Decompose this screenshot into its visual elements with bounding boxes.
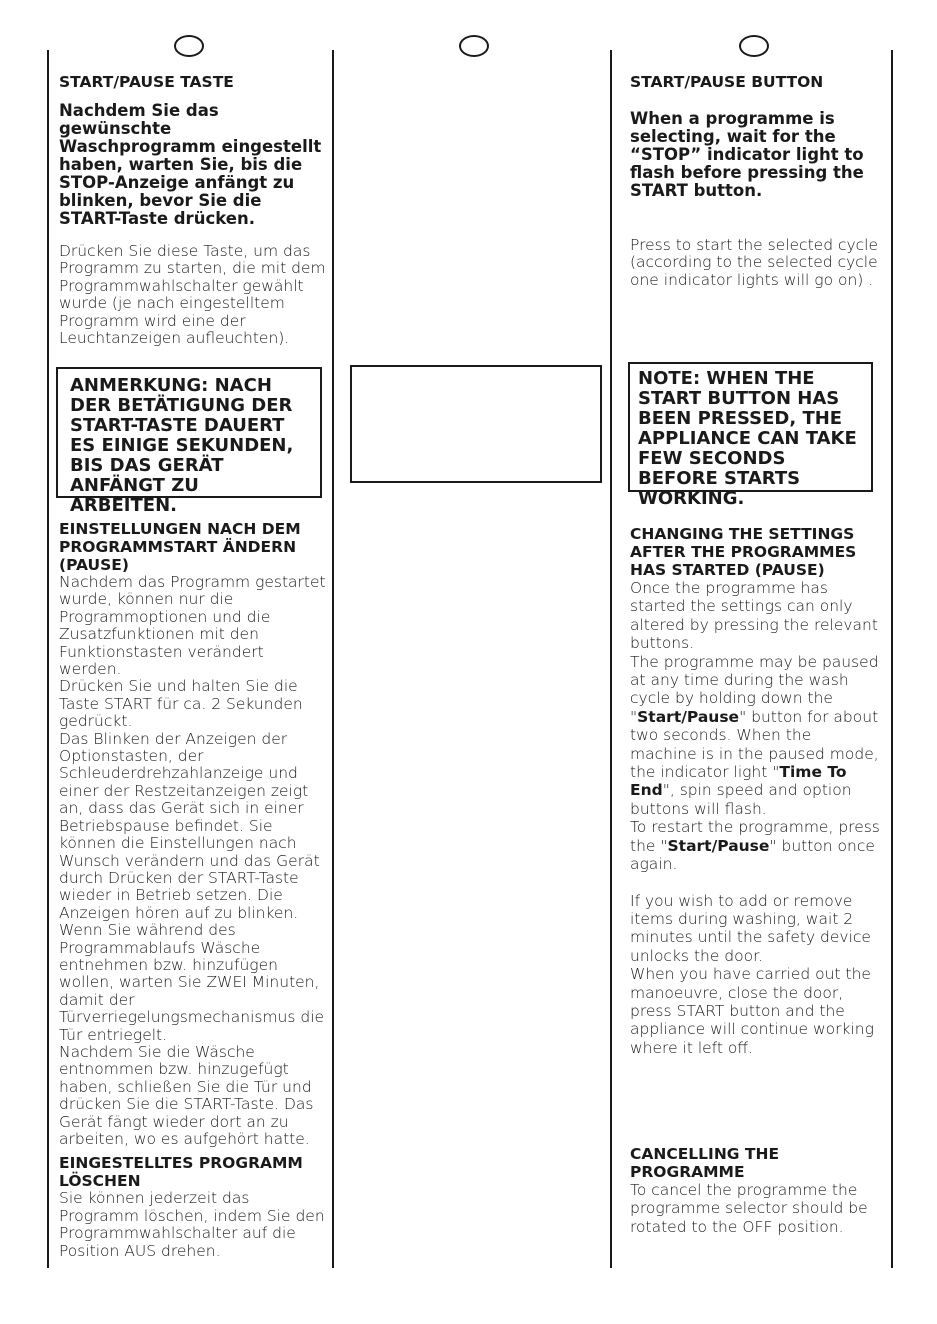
language-circle-right	[739, 35, 769, 57]
right-instruction-bold: When a programme is selecting, wait for the “STOP” indicator light to flash before pressing the START button.	[630, 109, 864, 200]
right-paragraph-3: The programme may be paused at any time during the wash cycle by holding down the "Start/Pause" button for about two seconds. When the machine is in the paused mode, the indicator light "Time To End", spin speed and option buttons will flash.	[630, 652, 879, 818]
left-heading-start-pause: START/PAUSE TASTE	[59, 73, 234, 91]
left-note-text: ANMERKUNG: NACH DER BETÄTIGUNG DER START-TASTE DAUERT ES EINIGE SEKUNDEN, BIS DAS GERÄT ANFÄNGT ZU ARBEITEN.	[70, 375, 294, 516]
right-column-bottom	[630, 525, 882, 1057]
left-paragraph-5: Wenn Sie während des Programmablaufs Wäsche entnehmen bzw. hinzufügen wollen, warten Sie ZWEI Minuten, damit der Türverriegelungsmechanismus die Tür entriegelt.	[59, 921, 325, 1044]
right-paragraph-7: To cancel the programme the programme selector should be rotated to the OFF position.	[630, 1181, 868, 1236]
right-heading-pause: CHANGING THE SETTINGS AFTER THE PROGRAMMES HAS STARTED (PAUSE)	[630, 525, 857, 579]
left-heading-cancel: EINGESTELLTES PROGRAMM LÖSCHEN	[59, 1154, 303, 1191]
language-circle-middle	[459, 35, 489, 57]
left-note-box	[56, 367, 322, 516]
left-column-bottom	[59, 520, 331, 1260]
left-instruction-bold: Nachdem Sie das gewünschte Waschprogramm eingestellt haben, warten Sie, bis die STOP-Anzeige anfängt zu blinken, bevor Sie die START-Taste drücken.	[59, 101, 322, 228]
column-rule-4	[891, 50, 893, 1268]
left-paragraph-start: Drücken Sie diese Taste, um das Programm zu starten, die mit dem Programmwahlschalter gewählt wurde (je nach eingestelltem Programm wird eine der Leuchtanzeigen aufleuchten).	[59, 242, 326, 348]
left-paragraph-2: Nachdem das Programm gestartet wurde, können nur die Programmoptionen und die Zusatzfunktionen mit den Funktionstasten verändert werden.	[59, 573, 326, 679]
right-note-box	[628, 362, 873, 509]
right-column-top	[630, 73, 880, 289]
right-paragraph-6: When you have carried out the manoeuvre, close the door, press START button and the appliance will continue working where it left off.	[630, 965, 874, 1057]
left-paragraph-6: Nachdem Sie die Wäsche entnommen bzw. hinzugefügt haben, schließen Sie die Tür und drücken Sie die START-Taste. Das Gerät fängt wieder dort an zu arbeiten, wo es aufgehört hatte.	[59, 1042, 314, 1148]
right-heading-start-pause: START/PAUSE BUTTON	[630, 73, 824, 91]
right-heading-cancel: CANCELLING THE PROGRAMME	[630, 1145, 780, 1181]
middle-empty-box	[350, 365, 602, 483]
right-paragraph-2: Once the programme has started the settings can only altered by pressing the relevant buttons.	[630, 579, 878, 653]
right-note-text: NOTE: WHEN THE START BUTTON HAS BEEN PRESSED, THE APPLIANCE CAN TAKE FEW SECONDS BEFORE STARTS WORKING.	[638, 368, 857, 509]
right-paragraph-start: Press to start the selected cycle (according to the selected cycle one indicator lights will go on) .	[630, 236, 879, 289]
right-paragraph-4: To restart the programme, press the "Start/Pause" button once again.	[630, 818, 880, 874]
right-column-cancel	[630, 1145, 882, 1236]
language-circle-left	[174, 35, 204, 57]
left-paragraph-7: Sie können jederzeit das Programm löschen, indem Sie den Programmwahlschalter auf die Position AUS drehen.	[59, 1189, 325, 1260]
right-paragraph-5: If you wish to add or remove items during washing, wait 2 minutes until the safety device unlocks the door.	[630, 891, 871, 965]
column-rule-2	[332, 50, 334, 1268]
column-rule-1	[47, 50, 49, 1268]
left-heading-pause: EINSTELLUNGEN NACH DEM PROGRAMMSTART ÄNDERN (PAUSE)	[59, 520, 301, 574]
left-paragraph-4: Das Blinken der Anzeigen der Optionstasten, der Schleuderdrehzahlanzeige und einer der Restzeitanzeigen zeigt an, dass das Gerät sich in einer Betriebspause befindet. Sie können die Einstellungen nach Wunsch verändern und das Gerät durch Drücken der START-Taste wieder in Betrieb setzen. Die Anzeigen hören auf zu blinken.	[59, 729, 320, 922]
left-column-top	[59, 73, 329, 347]
left-paragraph-3: Drücken Sie und halten Sie die Taste START für ca. 2 Sekunden gedrückt.	[59, 677, 303, 731]
column-rule-3	[610, 50, 612, 1268]
